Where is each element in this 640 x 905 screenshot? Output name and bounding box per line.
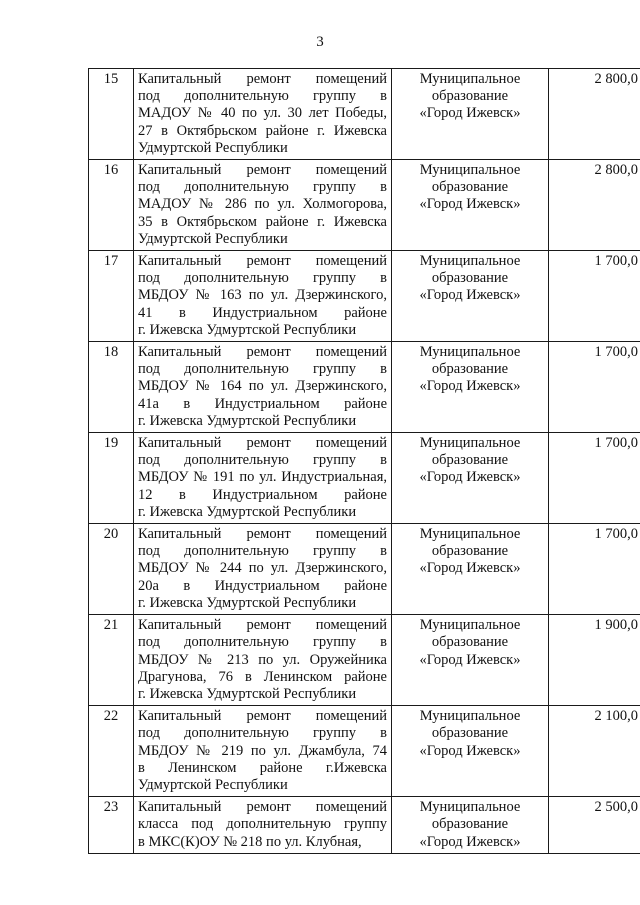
description-line: Удмуртской Республики <box>138 139 288 156</box>
description-line: Капитальный ремонт помещений <box>138 799 387 816</box>
table-row <box>89 251 640 342</box>
description-line: Капитальный ремонт помещений <box>138 71 387 87</box>
organization-line: «Город Ижевск» <box>419 651 521 668</box>
description-line: в Ленинском районе г.Ижевска <box>138 759 387 776</box>
description-line: Капитальный ремонт помещений <box>138 344 387 361</box>
description-line: Капитальный ремонт помещений <box>138 253 387 270</box>
organization-line: образование <box>431 725 509 742</box>
description-line: под дополнительную группу в <box>138 88 387 105</box>
description-line: МБДОУ № 219 по ул. Джамбула, 74 <box>138 742 387 759</box>
table-row <box>89 69 640 160</box>
organization-line: образование <box>431 634 509 651</box>
description-line: Капитальный ремонт помещений <box>138 526 387 543</box>
row-number: 17 <box>89 251 134 342</box>
row-organization <box>392 706 549 797</box>
organization-line: «Город Ижевск» <box>419 196 521 213</box>
description-line: под дополнительную группу в <box>138 452 387 469</box>
description-line: Капитальный ремонт помещений <box>138 435 387 452</box>
row-organization <box>392 160 549 251</box>
row-organization <box>392 797 549 854</box>
description-line: под дополнительную группу в <box>138 725 387 742</box>
description-line: г. Ижевска Удмуртской Республики <box>138 503 357 520</box>
table-row <box>89 615 640 706</box>
description-line: МБДОУ № 191 по ул. Индустриальная, <box>138 469 387 486</box>
organization-line: «Город Ижевск» <box>419 105 521 122</box>
description-line: МБДОУ № 244 по ул. Дзержинского, <box>138 560 387 577</box>
description-line: г. Ижевска Удмуртской Республики <box>138 321 357 338</box>
row-number: 15 <box>89 69 134 160</box>
table-row <box>89 433 640 524</box>
description-line: г. Ижевска Удмуртской Республики <box>138 594 357 611</box>
description-line: 20а в Индустриальном районе <box>138 577 387 594</box>
organization-line: образование <box>431 88 509 105</box>
description-line: под дополнительную группу в <box>138 634 387 651</box>
description-line: под дополнительную группу в <box>138 543 387 560</box>
row-amount: 2 800,0 <box>549 69 640 160</box>
description-line: 27 в Октябрьском районе г. Ижевска <box>138 122 387 139</box>
description-line: Капитальный ремонт помещений <box>138 162 387 179</box>
organization-line: образование <box>431 270 509 287</box>
description-line: МБДОУ № 163 по ул. Дзержинского, <box>138 287 387 304</box>
description-line: г. Ижевска Удмуртской Республики <box>138 412 357 429</box>
description-line: МБДОУ № 164 по ул. Дзержинского, <box>138 378 387 395</box>
row-amount: 1 700,0 <box>549 524 640 615</box>
description-line: в МКС(К)ОУ № 218 по ул. Клубная, <box>138 833 362 850</box>
row-description <box>134 797 392 854</box>
table-row <box>89 160 640 251</box>
row-description <box>134 69 392 160</box>
row-number: 19 <box>89 433 134 524</box>
organization-line: Муниципальное <box>419 344 521 361</box>
description-line: г. Ижевска Удмуртской Республики <box>138 685 357 702</box>
organization-line: Муниципальное <box>419 799 521 816</box>
description-line: под дополнительную группу в <box>138 270 387 287</box>
funding-table <box>88 68 640 854</box>
row-number: 16 <box>89 160 134 251</box>
row-number: 20 <box>89 524 134 615</box>
row-organization <box>392 524 549 615</box>
row-organization <box>392 342 549 433</box>
row-amount: 2 500,0 <box>549 797 640 854</box>
row-description <box>134 615 392 706</box>
description-line: Удмуртской Республики <box>138 776 288 793</box>
row-organization <box>392 251 549 342</box>
organization-line: Муниципальное <box>419 708 521 725</box>
organization-line: «Город Ижевск» <box>419 378 521 395</box>
row-organization <box>392 69 549 160</box>
description-line: Драгунова, 76 в Ленинском районе <box>138 668 387 685</box>
row-amount: 1 700,0 <box>549 251 640 342</box>
organization-line: «Город Ижевск» <box>419 287 521 304</box>
table-row <box>89 524 640 615</box>
table-row <box>89 797 640 854</box>
organization-line: «Город Ижевск» <box>419 742 521 759</box>
organization-line: «Город Ижевск» <box>419 833 521 850</box>
row-number: 22 <box>89 706 134 797</box>
row-description <box>134 342 392 433</box>
description-line: МАДОУ № 40 по ул. 30 лет Победы, <box>138 105 387 122</box>
organization-line: образование <box>431 452 509 469</box>
row-organization <box>392 433 549 524</box>
description-line: Капитальный ремонт помещений <box>138 708 387 725</box>
description-line: класса под дополнительную группу <box>138 816 387 833</box>
description-line: МАДОУ № 286 по ул. Холмогорова, <box>138 196 387 213</box>
row-number: 18 <box>89 342 134 433</box>
organization-line: образование <box>431 179 509 196</box>
row-amount: 1 700,0 <box>549 433 640 524</box>
row-amount: 1 900,0 <box>549 615 640 706</box>
row-amount: 2 100,0 <box>549 706 640 797</box>
description-line: 12 в Индустриальном районе <box>138 486 387 503</box>
row-amount: 2 800,0 <box>549 160 640 251</box>
organization-line: «Город Ижевск» <box>419 560 521 577</box>
organization-line: Муниципальное <box>419 435 521 452</box>
table-body <box>89 69 640 854</box>
description-line: 41а в Индустриальном районе <box>138 395 387 412</box>
table-row <box>89 342 640 433</box>
organization-line: Муниципальное <box>419 71 521 87</box>
organization-line: образование <box>431 543 509 560</box>
row-description <box>134 251 392 342</box>
organization-line: образование <box>431 361 509 378</box>
row-number: 23 <box>89 797 134 854</box>
row-amount: 1 700,0 <box>549 342 640 433</box>
row-organization <box>392 615 549 706</box>
table-row <box>89 706 640 797</box>
organization-line: Муниципальное <box>419 253 521 270</box>
organization-line: Муниципальное <box>419 526 521 543</box>
description-line: Удмуртской Республики <box>138 230 288 247</box>
description-line: 35 в Октябрьском районе г. Ижевска <box>138 213 387 230</box>
organization-line: образование <box>431 816 509 833</box>
description-line: МБДОУ № 213 по ул. Оружейника <box>138 651 387 668</box>
description-line: под дополнительную группу в <box>138 361 387 378</box>
row-number: 21 <box>89 615 134 706</box>
description-line: Капитальный ремонт помещений <box>138 617 387 634</box>
page-number: 3 <box>316 34 324 50</box>
row-description <box>134 706 392 797</box>
row-description <box>134 160 392 251</box>
row-description <box>134 433 392 524</box>
organization-line: «Город Ижевск» <box>419 469 521 486</box>
row-description <box>134 524 392 615</box>
description-line: под дополнительную группу в <box>138 179 387 196</box>
organization-line: Муниципальное <box>419 617 521 634</box>
description-line: 41 в Индустриальном районе <box>138 304 387 321</box>
organization-line: Муниципальное <box>419 162 521 179</box>
